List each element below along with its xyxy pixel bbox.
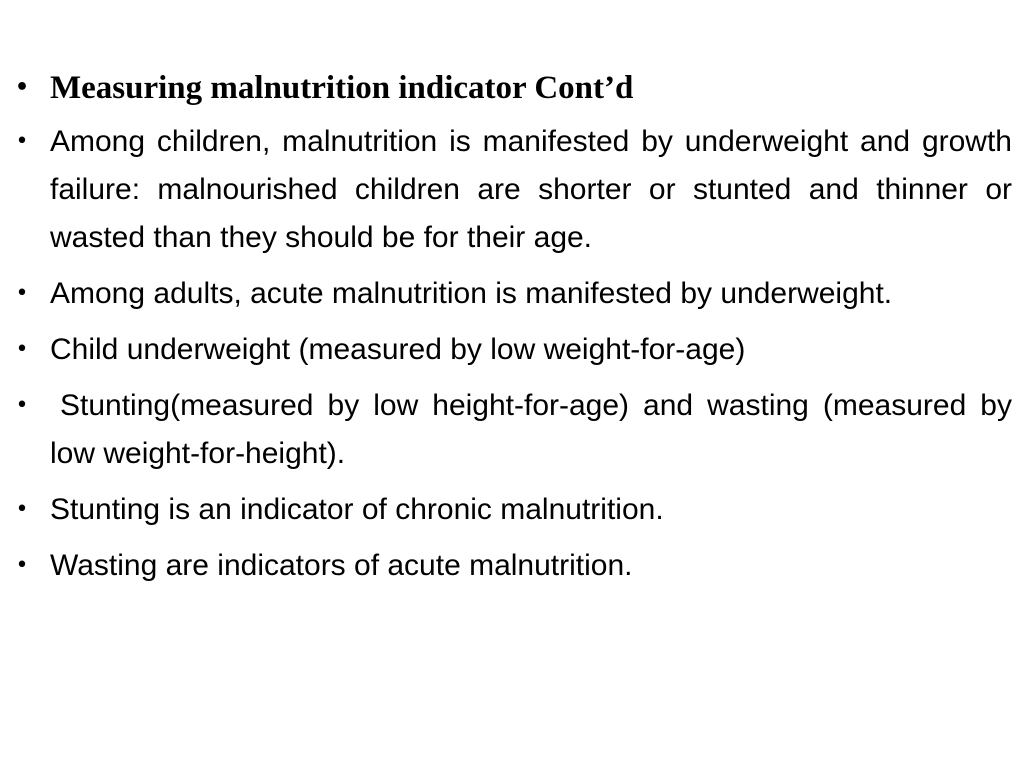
- bullet-dot-icon: •: [14, 75, 30, 100]
- bullet-dot-icon: •: [15, 393, 29, 418]
- bullet-item-wasting-acute: [12, 542, 1012, 590]
- bullet-text: Stunting(measured by low height-for-age) and wasting (measured by low weight-for-height).: [50, 389, 1012, 470]
- bullet-dot-icon: •: [15, 497, 29, 522]
- bullet-dot-icon: •: [15, 129, 29, 154]
- bullet-item-child-underweight: [12, 326, 1012, 374]
- bullet-dot-icon: •: [15, 281, 29, 306]
- bullet-text: Stunting is an indicator of chronic malnutrition.: [50, 493, 664, 526]
- heading-text: Measuring malnutrition indicator Cont’d: [50, 70, 634, 106]
- bullet-item-stunting-wasting: [12, 382, 1012, 478]
- bullet-item-stunting-chronic: [12, 486, 1012, 534]
- bullet-item-adults: [12, 270, 1012, 318]
- bullet-list: [12, 64, 1012, 598]
- bullet-text: Wasting are indicators of acute malnutrition.: [50, 549, 633, 582]
- bullet-dot-icon: •: [15, 337, 29, 362]
- bullet-item-children: [12, 118, 1012, 262]
- bullet-text: Child underweight (measured by low weight-for-age): [50, 333, 746, 366]
- bullet-text: Among adults, acute malnutrition is manifested by underweight.: [50, 277, 893, 310]
- bullet-dot-icon: •: [15, 553, 29, 578]
- bullet-text: Among children, malnutrition is manifested by underweight and growth failure: malnourished children are shorter or stunted and thinner or wasted than they should be for their age.: [50, 125, 1012, 254]
- slide-heading: [12, 64, 1012, 112]
